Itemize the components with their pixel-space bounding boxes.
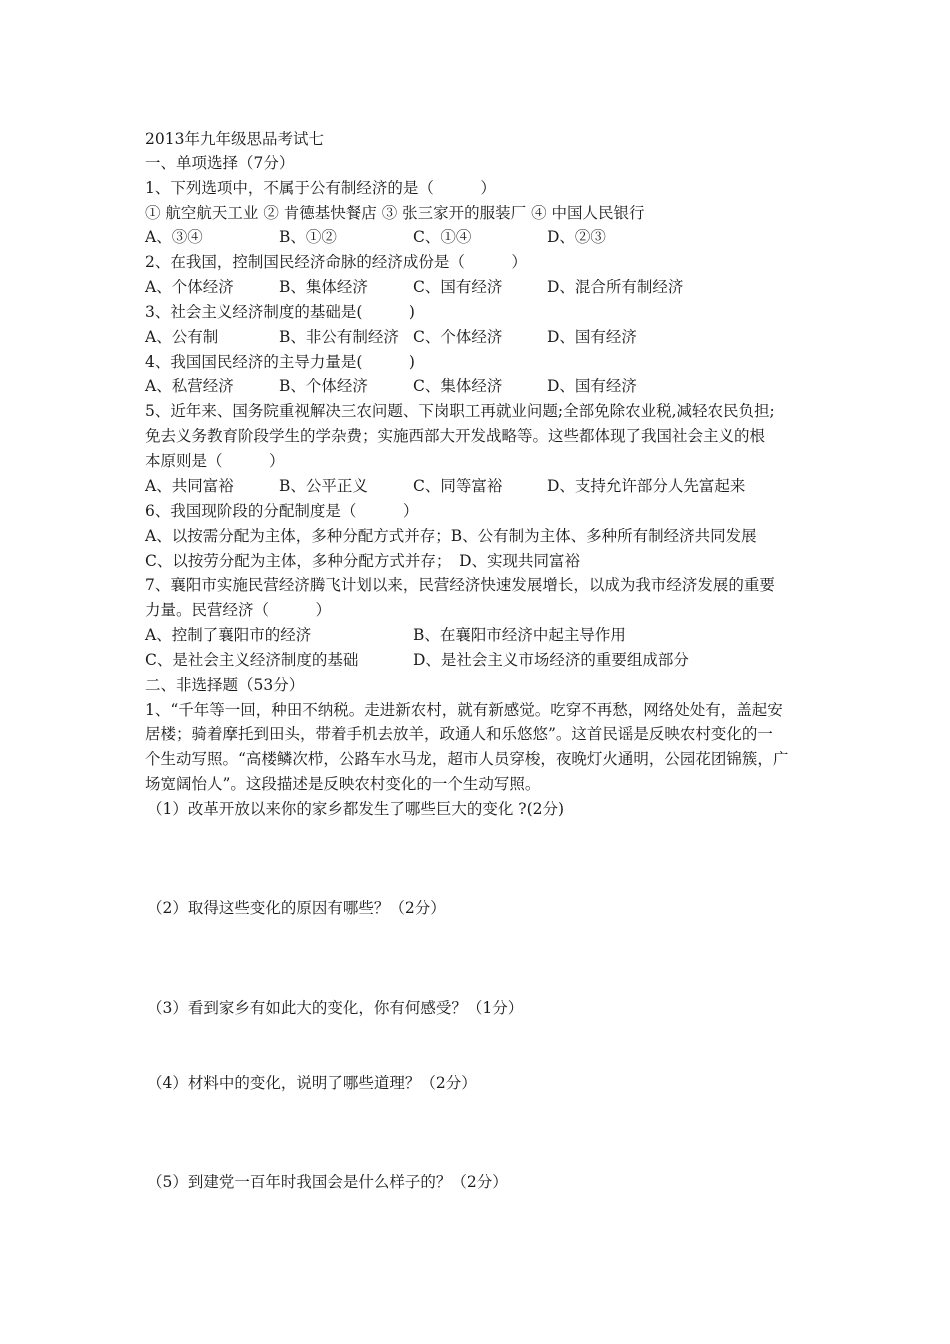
option-c: C、集体经济 — [413, 377, 503, 395]
passage-line-3: 个生动写照。“高楼鳞次栉，公路车水马龙，超市人员穿梭，夜晚灯火通明，公园花团锦簇，广 — [145, 750, 789, 768]
option-d: D、国有经济 — [547, 377, 637, 395]
option-c: C、同等富裕 — [413, 477, 503, 495]
section-2-heading: 二、非选择题（53分） — [145, 676, 305, 694]
option-b: B、公平正义 — [279, 477, 368, 495]
option-d: D、支持允许部分人先富起来 — [547, 477, 746, 495]
option-a: A、公有制 — [145, 328, 219, 346]
sub-question-3: （3）看到家乡有如此大的变化，你有何感受？（1分） — [147, 999, 524, 1017]
question-1-stem: 1、下列选项中，不属于公有制经济的是（ ） — [145, 179, 496, 197]
question-7-stem-line-1: 7、襄阳市实施民营经济腾飞计划以来，民营经济快速发展增长，以成为我市经济发展的重要 — [145, 576, 775, 594]
option-a: A、③④ — [145, 228, 203, 246]
option-a: A、个体经济 — [145, 278, 234, 296]
option-b: B、集体经济 — [279, 278, 368, 296]
question-2-stem: 2、在我国，控制国民经济命脉的经济成份是（ ） — [145, 253, 527, 271]
passage-line-2: 居楼；骑着摩托到田头，带着手机去放羊，政通人和乐悠悠”。这首民谣是反映农村变化的一 — [145, 725, 773, 743]
question-6-stem: 6、我国现阶段的分配制度是（ ） — [145, 502, 419, 520]
section-1-heading: 一、单项选择（7分） — [145, 154, 295, 172]
question-6-option-line-2: C、以按劳分配为主体，多种分配方式并存； D、实现共同富裕 — [145, 552, 581, 570]
question-7-stem-line-2: 力量。民营经济（ ） — [145, 601, 332, 619]
question-1-items: ① 航空航天工业 ② 肯德基快餐店 ③ 张三家开的服装厂 ④ 中国人民银行 — [145, 204, 645, 222]
option-b: B、在襄阳市经济中起主导作用 — [413, 626, 626, 644]
exam-title: 2013年九年级思品考试七 — [145, 130, 324, 148]
option-b: B、非公有制经济 — [279, 328, 399, 346]
sub-question-5: （5）到建党一百年时我国会是什么样子的？（2分） — [147, 1173, 508, 1191]
option-c: C、是社会主义经济制度的基础 — [145, 651, 359, 669]
option-d: D、是社会主义市场经济的重要组成部分 — [413, 651, 689, 669]
option-d: D、国有经济 — [547, 328, 637, 346]
option-d: D、②③ — [547, 228, 606, 246]
question-6-option-line-1: A、以按需分配为主体，多种分配方式并存；B、公有制为主体、多种所有制经济共同发展 — [145, 527, 757, 545]
question-5-stem-line-1: 5、近年来、国务院重视解决三农问题、下岗职工再就业问题;全部免除农业税,减轻农民负担; — [145, 402, 775, 420]
sub-question-1: （1）改革开放以来你的家乡都发生了哪些巨大的变化 ?(2分) — [147, 800, 565, 818]
option-b: B、个体经济 — [279, 377, 368, 395]
passage-line-1: 1、“千年等一回，种田不纳税。走进新农村，就有新感觉。吃穿不再愁，网络处处有，盖起安 — [145, 701, 783, 719]
question-5-stem-line-3: 本原则是（ ） — [145, 452, 285, 470]
question-5-stem-line-2: 免去义务教育阶段学生的学杂费；实施西部大开发战略等。这些都体现了我国社会主义的根 — [145, 427, 766, 445]
option-c: C、①④ — [413, 228, 472, 246]
option-b: B、①② — [279, 228, 337, 246]
option-a: A、私营经济 — [145, 377, 234, 395]
sub-question-2: （2）取得这些变化的原因有哪些？（2分） — [147, 899, 446, 917]
question-3-stem: 3、社会主义经济制度的基础是( ) — [145, 303, 415, 321]
option-c: C、个体经济 — [413, 328, 503, 346]
option-a: A、共同富裕 — [145, 477, 234, 495]
option-a: A、控制了襄阳市的经济 — [145, 626, 312, 644]
passage-line-4: 场宽阔怡人”。这段描述是反映农村变化的一个生动写照。 — [145, 775, 541, 793]
sub-question-4: （4）材料中的变化，说明了哪些道理？（2分） — [147, 1074, 477, 1092]
question-4-stem: 4、我国国民经济的主导力量是( ) — [145, 353, 415, 371]
option-c: C、国有经济 — [413, 278, 503, 296]
option-d: D、混合所有制经济 — [547, 278, 684, 296]
